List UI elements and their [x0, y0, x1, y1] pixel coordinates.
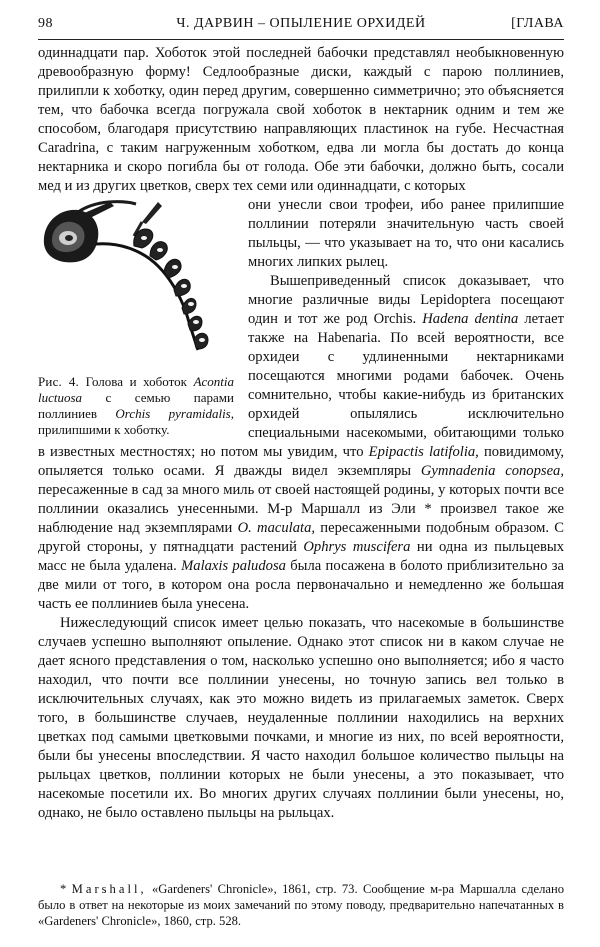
p2-s1: Вышеприведенный список доказывает, что многие различные виды Lepidoptera посещают один и тот же род Orchis. [248, 273, 564, 327]
p2-malaxis: Malaxis paludosa [181, 558, 286, 574]
caption-orchis: Orchis pyramidalis, [115, 406, 234, 421]
figure-caption [38, 374, 234, 438]
p2-s7: была посажена в болото приблизительно за две мили от того, в котором она росла первоначально и немедленно же большая часть ее поллиниев была унесена. [38, 558, 564, 612]
caption-species: Acontia luctuosa [38, 374, 234, 405]
p2-o-maculata: O. maculata, [237, 520, 316, 536]
p2-epipactis: Epipactis latifolia, [368, 444, 479, 460]
header-rule [38, 39, 564, 40]
moth-head-proboscis-illustration [38, 200, 234, 370]
paragraph-1a: одиннадцати пар. Хоботок этой последней бабочки представлял необыкновенную древообразную форму! Седлообразные диски, каждый с парою поллиниев, прилипли к хоботку, один перед другим, совершенно симметрично; это объясняется тем, что бабочка всегда погружала свой хоботок в нектарник одним и тем же способом, благодаря присутствию направляющих пластинок на губе. Несчастная Caradrina, с таким нагруженным хоботком, едва ли могла бы достать до конца нектарника и скоро погибла бы от голода. Обе эти бабочки, должно быть, сосали мед и из других цветков, сверх тех семи или одиннадцати, с которых [38, 45, 564, 194]
paragraph-3: Нижеследующий список имеет целью показать, что насекомые в большинстве случаев успешно выполняют опыление. Однако этот список ни в каком случае не дает ясного представления о том, насколько успешно оно выполняется; ибо я часто находил, что почти все поллинии унесены, но точную запись вел только в исключительных случаях, как это можно видеть из прилагаемых заметок. Сверх того, в большинстве случаев, неудаленные поллинии находились на верхних цветках под самыми цветковыми почками, и многие из них, по всей вероятности, были бы унесены впоследствии. Я часто находил большое количество пыльцы на рыльцах цветков, поллинии которых не были унесены, а это показывает, что насекомые посетили их. Во многих других случаях поллинии были унесены, но, однако, не было оставлено пыльцы на рыльцах. [38, 615, 564, 821]
page-number: 98 [38, 16, 53, 31]
paragraph-1b: они унесли свои трофеи, ибо ранее прилипшие поллинии потеряли значительную часть своей пыльцы, — что указывает на то, что они касались многих липких рылец. [248, 197, 564, 270]
p2-hadena: Hadena dentina [422, 311, 519, 327]
running-title: Ч. ДАРВИН – ОПЫЛЕНИЕ ОРХИДЕЙ [176, 16, 426, 31]
figure-4 [38, 200, 234, 438]
chapter-label: [ГЛАВА [511, 16, 564, 31]
body-text [38, 44, 564, 823]
caption-text-2: с семью парами поллиниев [38, 390, 234, 421]
caption-text-3: прилипшими к хоботку. [38, 422, 170, 437]
footnote-author: Marshall, [71, 882, 147, 896]
p2-s2: летает также на Habenaria. По всей вероятности, все орхидеи с удлиненными нектарниками посещаются многими родами бабочек. Очень сомнительно, чтобы какие-нибудь из британских орхидей опылялись исключительно специальными насекомыми, обитающими только в известных местностях; но потом мы увидим, что [38, 311, 564, 460]
footnote-mark: * [60, 882, 67, 896]
p2-s6: ни одна из пыльцевых масс не была удалена. [38, 539, 564, 574]
p2-s5: пересаженными подобным образом. С другой стороны, у пятнадцати растений [38, 520, 564, 555]
p2-s4: пересаженные в сад за много миль от своей настоящей родины, у которых почти все поллинии оказались унесенными. М-р Маршалл из Эли * произвел такое же наблюдение над экземплярами [38, 482, 564, 536]
footnote [38, 881, 564, 929]
p2-s3: повидимому, опыляется только осами. Я дважды видел экземпляры [38, 444, 564, 479]
footnote-text: «Gardeners' Chronicle», 1861, стр. 73. Сообщение м-ра Маршалла сделано было в ответ на некоторые из моих замечаний по этому поводу, предварительно напечатанных в «Gardeners' Chronicle», 1860, стр. 528. [38, 882, 565, 928]
running-header [38, 16, 564, 36]
caption-text-1: Голова и хоботок [85, 374, 187, 389]
p2-gymnadenia: Gymnadenia conopsea, [420, 463, 564, 479]
caption-label: Рис. 4. [38, 374, 79, 389]
p2-ophrys: Ophrys muscifera [303, 539, 411, 555]
